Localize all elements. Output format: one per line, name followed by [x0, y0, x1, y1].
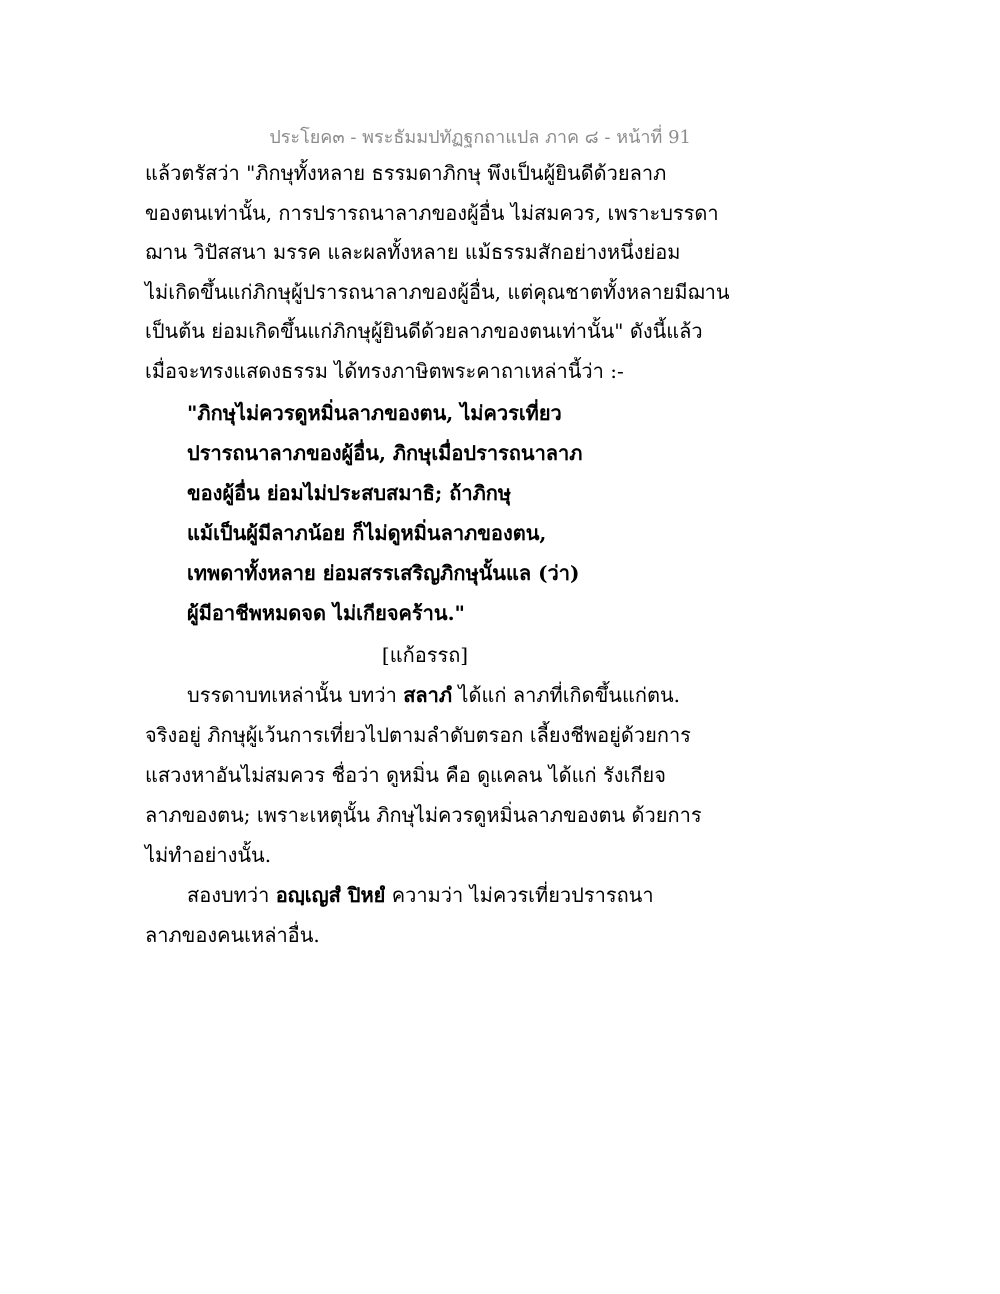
paragraph1-line: แล้วตรัสว่า "ภิกษุทั้งหลาย ธรรมดาภิกษุ พึงเป็นผู้ยินดีด้วยลาภ: [145, 161, 667, 185]
paragraph1-line: ไม่เกิดขึ้นแก่ภิกษุผู้ปรารถนาลาภของผู้อื่น, แต่คุณชาตทั้งหลายมีฌาน: [145, 280, 730, 304]
paragraph2-line: ลาภของตน; เพราะเหตุนั้น ภิกษุไม่ควรดูหมิ่นลาภของตน ด้วยการ: [145, 803, 702, 827]
paragraph2-first-line: [187, 682, 680, 708]
paragraph1-line: เป็นต้น ย่อมเกิดขึ้นแก่ภิกษุผู้ยินดีด้วยลาภของตนเท่านั้น" ดังนี้แล้ว: [145, 319, 703, 343]
verse-line: ปรารถนาลาภของผู้อื่น, ภิกษุเมื่อปรารถนาลาภ: [187, 441, 583, 465]
pali-term: อญฺเญสํ ปิหยํ: [275, 883, 386, 907]
paragraph1-line: เมื่อจะทรงแสดงธรรม ได้ทรงภาษิตพระคาถาเหล่านี้ว่า :-: [145, 359, 624, 383]
pali-term: สลาภํ: [403, 683, 453, 707]
verse-line: เทพดาทั้งหลาย ย่อมสรรเสริญภิกษุนั้นแล (ว่า): [187, 561, 580, 585]
verse-line: ของผู้อื่น ย่อมไม่ประสบสมาธิ; ถ้าภิกษุ: [187, 481, 512, 505]
section-title: [แก้อรรถ]: [381, 643, 469, 667]
paragraph1-line: ของตนเท่านั้น, การปรารถนาลาภของผู้อื่น ไม่สมควร, เพราะบรรดา: [145, 201, 719, 225]
paragraph3-line: ลาภของคนเหล่าอื่น.: [145, 923, 320, 947]
paragraph3-text: ความว่า ไม่ควรเที่ยวปรารถนา: [385, 883, 654, 907]
paragraph1-line: ฌาน วิปัสสนา มรรค และผลทั้งหลาย แม้ธรรมสักอย่างหนึ่งย่อม: [145, 240, 681, 264]
paragraph3-first-line: [187, 882, 654, 908]
page-header: ประโยค๓ - พระธัมมปทัฏฐกถาแปล ภาค ๘ - หน้าที่ 91: [269, 127, 691, 148]
paragraph2-line: ไม่ทำอย่างนั้น.: [145, 843, 272, 867]
verse-line: "ภิกษุไม่ควรดูหมิ่นลาภของตน, ไม่ควรเที่ยว: [187, 401, 562, 425]
paragraph3-text: สองบทว่า: [187, 883, 276, 907]
paragraph2-line: จริงอยู่ ภิกษุผู้เว้นการเที่ยวไปตามลำดับตรอก เลี้ยงชีพอยู่ด้วยการ: [145, 723, 691, 747]
verse-line: แม้เป็นผู้มีลาภน้อย ก็ไม่ดูหมิ่นลาภของตน,: [187, 521, 547, 545]
paragraph2-text: ได้แก่ ลาภที่เกิดขึ้นแก่ตน.: [452, 683, 680, 707]
paragraph2-line: แสวงหาอันไม่สมควร ชื่อว่า ดูหมิ่น คือ ดูแคลน ได้แก่ รังเกียจ: [145, 763, 666, 787]
paragraph2-text: บรรดาบทเหล่านั้น บทว่า: [187, 683, 404, 707]
verse-line: ผู้มีอาชีพหมดจด ไม่เกียจคร้าน.": [187, 601, 465, 625]
